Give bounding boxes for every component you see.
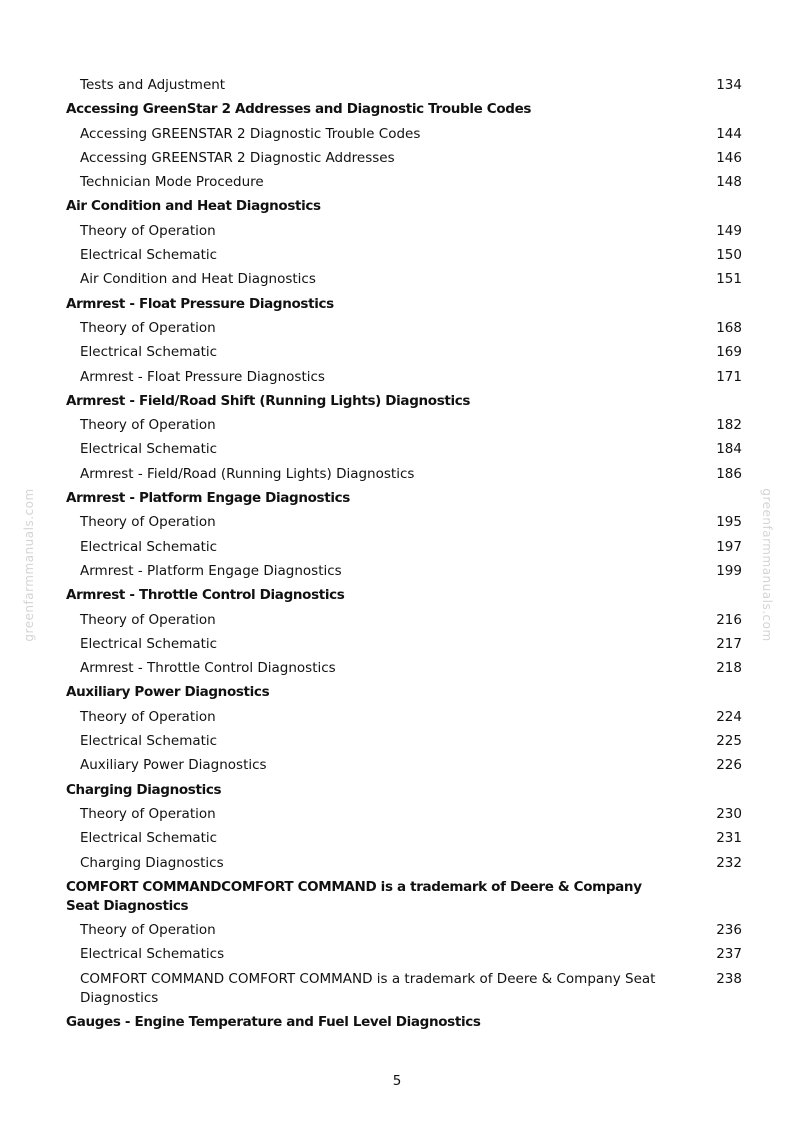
toc-entry-page: 146 (716, 149, 742, 166)
toc-entry[interactable] (66, 513, 742, 532)
toc-section-heading[interactable] (66, 586, 742, 605)
toc-entry-title: Armrest - Float Pressure Diagnostics (80, 368, 325, 385)
toc-entry-page: 225 (716, 733, 742, 750)
toc-entry[interactable] (66, 562, 742, 581)
toc-entry-title: Electrical Schematic (80, 538, 218, 555)
toc-entry-title: Armrest - Platform Engage Diagnostics (66, 490, 350, 507)
toc-entry-page: 148 (716, 174, 742, 191)
toc-entry-page: 134 (716, 77, 742, 93)
toc-entry-title: Armrest - Throttle Control Diagnostics (66, 587, 345, 604)
toc-entry-title: Air Condition and Heat Diagnostics (80, 271, 316, 288)
toc-entry-page: 197 (716, 538, 742, 555)
toc-entry-title: Armrest - Field/Road (Running Lights) Diagnostics (80, 465, 415, 482)
toc-entry[interactable] (66, 854, 742, 873)
toc-entry-title: Electrical Schematic (80, 344, 218, 361)
watermark-right: greenfarmmanuals.com (760, 488, 774, 642)
toc-entry-page: 151 (716, 271, 742, 288)
toc-entry-title: Electrical Schematics (80, 946, 225, 963)
toc-entry-title: Air Condition and Heat Diagnostics (66, 198, 321, 215)
toc-entry-title: COMFORT COMMANDCOMFORT COMMAND is a trademark of Deere & Company Seat Diagnostics (66, 878, 642, 914)
toc-entry-title: Theory of Operation (80, 417, 216, 434)
toc-entry-title: Accessing GreenStar 2 Addresses and Diagnostic Trouble Codes (66, 101, 532, 118)
toc-entry-title: Technician Mode Procedure (80, 174, 264, 191)
toc-entry[interactable] (66, 635, 742, 654)
toc-section-heading[interactable] (66, 392, 742, 411)
toc-entry-title: Theory of Operation (80, 805, 216, 822)
toc-section-heading[interactable] (66, 295, 742, 314)
toc-entry-title: Armrest - Throttle Control Diagnostics (80, 660, 336, 677)
toc-entry[interactable] (66, 222, 742, 241)
toc-entry-title: Tests and Adjustment (80, 77, 226, 93)
toc-entry-page: 217 (716, 635, 742, 652)
toc-entry[interactable] (66, 465, 742, 484)
toc-entry[interactable] (66, 246, 742, 265)
toc-entry-title: Theory of Operation (80, 922, 216, 939)
toc-entry-page: 150 (716, 247, 742, 264)
toc-entry-page: 199 (716, 562, 742, 579)
toc-section-heading[interactable] (66, 197, 742, 216)
toc-entry-page: 230 (716, 805, 742, 822)
toc-entry[interactable] (66, 805, 742, 824)
toc-entry-page: 237 (716, 946, 742, 963)
toc-entry-title: Electrical Schematic (80, 441, 218, 458)
toc-entry[interactable] (66, 76, 742, 95)
toc-entry-page: 186 (716, 465, 742, 482)
toc-entry-page: 232 (716, 854, 742, 871)
toc-entry[interactable] (66, 732, 742, 751)
toc-entry-title: COMFORT COMMAND COMFORT COMMAND is a trademark of Deere & Company Seat Diagnostics (80, 970, 656, 1006)
toc-entry[interactable] (66, 343, 742, 362)
toc-entry[interactable] (66, 945, 742, 964)
toc-entry-page: 226 (716, 757, 742, 774)
toc-entry[interactable] (66, 173, 742, 192)
toc-entry-page: 169 (716, 344, 742, 361)
toc-entry-title: Electrical Schematic (80, 830, 218, 847)
toc-section-heading[interactable] (66, 878, 742, 916)
toc-entry-page: 231 (716, 830, 742, 847)
toc-entry-title: Theory of Operation (80, 222, 216, 239)
toc-entry-title: Auxiliary Power Diagnostics (80, 757, 267, 774)
toc-entry-title: Auxiliary Power Diagnostics (66, 684, 270, 701)
toc-section-heading[interactable] (66, 683, 742, 702)
toc-entry-title: Theory of Operation (80, 708, 216, 725)
toc-entry[interactable] (66, 921, 742, 940)
toc-entry-page: 216 (716, 611, 742, 628)
toc-entry-page: 195 (716, 514, 742, 531)
toc-entry-page: 224 (716, 708, 742, 725)
toc-entry-title: Gauges - Engine Temperature and Fuel Level Diagnostics (66, 1013, 481, 1030)
toc-entry-title: Armrest - Field/Road Shift (Running Lights) Diagnostics (66, 392, 471, 409)
table-of-contents (66, 76, 742, 1037)
toc-entry[interactable] (66, 538, 742, 557)
toc-entry-page: 171 (716, 368, 742, 385)
toc-entry-page: 218 (716, 660, 742, 677)
toc-entry-page: 149 (716, 222, 742, 239)
toc-entry-title: Armrest - Platform Engage Diagnostics (80, 562, 342, 579)
toc-entry-page: 238 (716, 970, 742, 987)
toc-entry[interactable] (66, 970, 742, 1008)
toc-entry[interactable] (66, 659, 742, 678)
toc-entry-page: 144 (716, 125, 742, 142)
toc-section-heading[interactable] (66, 1013, 742, 1032)
toc-entry-page: 168 (716, 319, 742, 336)
toc-section-heading[interactable] (66, 489, 742, 508)
toc-entry-title: Electrical Schematic (80, 733, 218, 750)
toc-entry-title: Theory of Operation (80, 319, 216, 336)
toc-entry-title: Accessing GREENSTAR 2 Diagnostic Trouble Codes (80, 125, 421, 142)
toc-entry-page: 184 (716, 441, 742, 458)
toc-section-heading[interactable] (66, 781, 742, 800)
toc-entry[interactable] (66, 440, 742, 459)
toc-entry-page: 236 (716, 922, 742, 939)
toc-entry-title: Armrest - Float Pressure Diagnostics (66, 295, 334, 312)
toc-entry[interactable] (66, 708, 742, 727)
toc-section-heading[interactable] (66, 100, 742, 119)
toc-entry-title: Electrical Schematic (80, 247, 218, 264)
toc-entry-title: Theory of Operation (80, 514, 216, 531)
toc-entry[interactable] (66, 319, 742, 338)
toc-entry-title: Theory of Operation (80, 611, 216, 628)
toc-entry-title: Accessing GREENSTAR 2 Diagnostic Addresses (80, 149, 395, 166)
toc-entry[interactable] (66, 270, 742, 289)
toc-entry[interactable] (66, 125, 742, 144)
toc-entry[interactable] (66, 829, 742, 848)
page-number: 5 (392, 1073, 402, 1089)
toc-entry[interactable] (66, 756, 742, 775)
toc-entry[interactable] (66, 149, 742, 168)
toc-entry-title: Charging Diagnostics (66, 781, 222, 798)
toc-entry[interactable] (66, 611, 742, 630)
watermark-left: greenfarmmanuals.com (22, 488, 36, 642)
toc-entry-title: Electrical Schematic (80, 635, 218, 652)
toc-entry-page: 182 (716, 417, 742, 434)
toc-entry-title: Charging Diagnostics (80, 854, 224, 871)
toc-entry[interactable] (66, 416, 742, 435)
toc-entry[interactable] (66, 368, 742, 387)
